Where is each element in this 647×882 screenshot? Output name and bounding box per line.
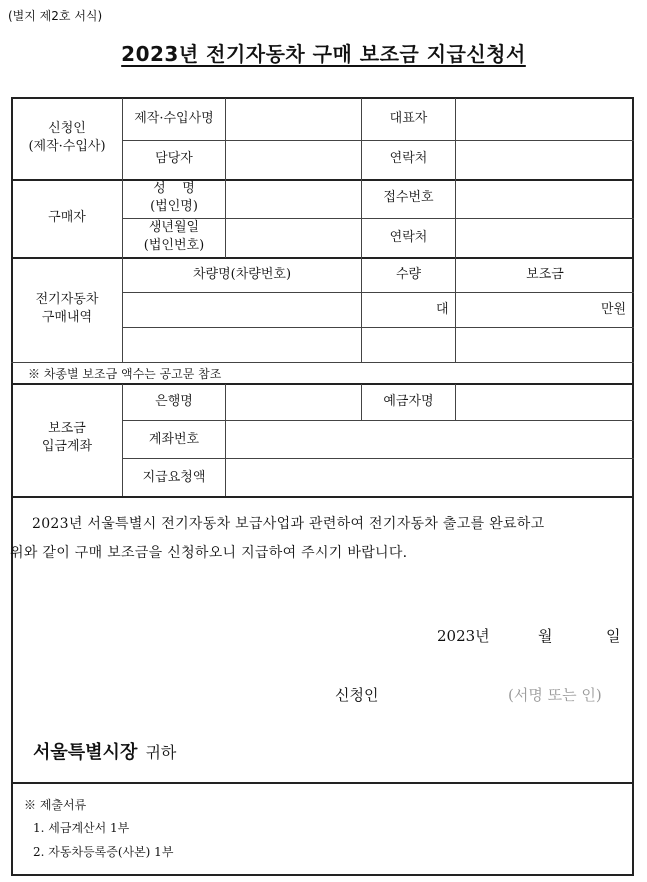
form-number: (별지 제2호 서식) — [8, 9, 103, 23]
application-statement: 2023년 서울특별시 전기자동차 보급사업과 관련하여 전기자동차 출고를 완료하고 위와 같이 구매 보조금을 신청하오니 지급하여 주시기 바랍니다. — [10, 516, 545, 561]
signature-label: 신청인 — [335, 686, 379, 704]
attachment-item: 1. 세금계산서 1부 — [33, 821, 130, 835]
purchase-section-label: 전기자동차 구매내역 — [35, 292, 99, 326]
buyer-contact-label: 연락처 — [389, 230, 428, 245]
column-divider — [225, 384, 226, 496]
subsidy-header: 보조금 — [526, 267, 564, 282]
row-divider — [122, 327, 634, 328]
section-divider — [11, 782, 634, 784]
buyer-name-label: 성 명 (법인명) — [150, 181, 198, 215]
section-divider — [11, 496, 634, 498]
section-divider — [11, 383, 634, 385]
account-holder-label: 예금자명 — [383, 394, 434, 409]
row-divider — [11, 362, 634, 363]
requested-amount-label: 지급요청액 — [142, 470, 206, 485]
attachments-title: ※ 제출서류 — [24, 798, 87, 812]
addressee-suffix: 귀하 — [145, 743, 177, 762]
receipt-number-label: 접수번호 — [383, 190, 434, 205]
column-divider — [455, 384, 456, 421]
addressee — [33, 740, 176, 765]
quantity-unit: 대 — [436, 302, 449, 317]
column-divider — [455, 98, 456, 258]
buyer-section-label: 구매자 — [48, 210, 86, 225]
maker-name-label: 제작·수입사명 — [134, 111, 214, 126]
account-section-label: 보조금 입금계좌 — [41, 421, 93, 455]
quantity-header: 수량 — [395, 267, 422, 282]
signature-placeholder: (서명 또는 인) — [508, 686, 602, 704]
section-divider — [11, 257, 634, 259]
birth-date-label: 생년월일 (법인번호) — [143, 220, 205, 254]
account-number-label: 계좌번호 — [148, 432, 200, 447]
document-title: 2023년 전기자동차 구매 보조금 지급신청서 — [121, 42, 526, 66]
manager-label: 담당자 — [155, 151, 193, 166]
date-month: 월 — [538, 627, 553, 645]
attachment-item: 2. 자동차등록증(사본) 1부 — [33, 845, 174, 859]
representative-label: 대표자 — [389, 111, 428, 126]
column-divider — [225, 98, 226, 258]
row-divider — [122, 292, 634, 293]
row-divider — [122, 458, 634, 459]
subsidy-unit: 만원 — [601, 302, 627, 317]
row-divider — [122, 420, 634, 421]
row-divider — [122, 140, 634, 141]
vehicle-name-header: 차량명(차량번호) — [192, 267, 292, 282]
addressee-name: 서울특별시장 — [33, 742, 138, 763]
applicant-section-label: 신청인 (제작·수입사) — [28, 121, 106, 155]
bank-name-label: 은행명 — [155, 394, 193, 409]
date-year: 2023년 — [437, 627, 490, 645]
subsidy-amount-note: ※ 차종별 보조금 액수는 공고문 참조 — [28, 367, 222, 381]
date-day: 일 — [606, 627, 621, 645]
section-divider — [11, 179, 634, 181]
applicant-contact-label: 연락처 — [389, 151, 428, 166]
